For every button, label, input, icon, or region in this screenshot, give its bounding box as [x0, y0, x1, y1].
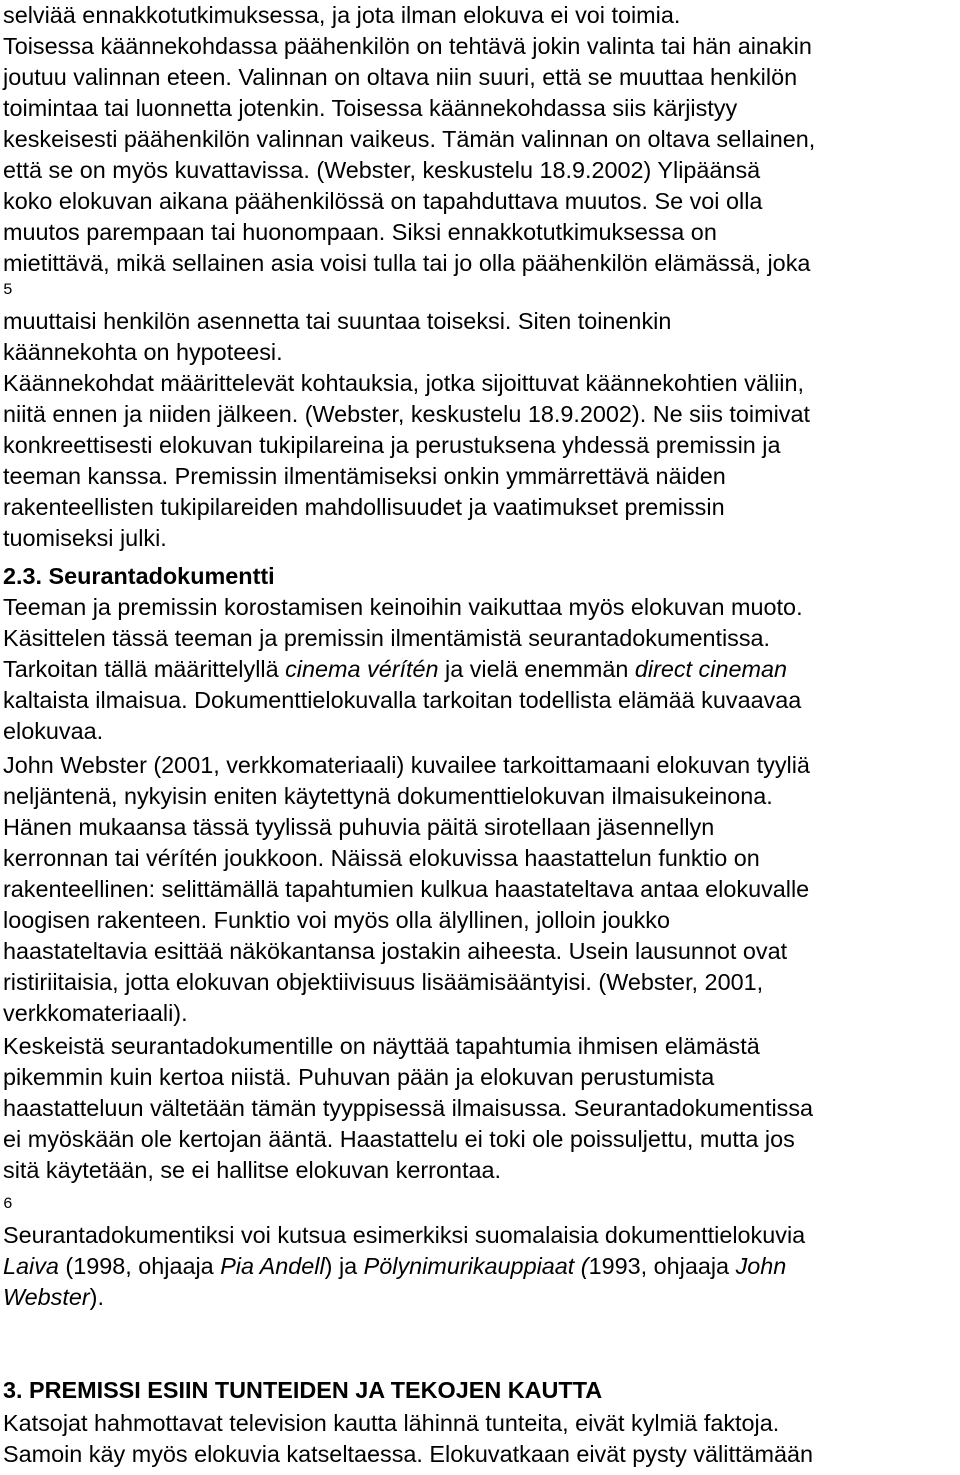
text-line: keskeisesti päähenkilön valinnan vaikeus. Tämän valinnan on oltava sellainen,: [3, 126, 816, 152]
text-line: mietittävä, mikä sellainen asia voisi tulla tai jo olla päähenkilön elämässä, joka: [3, 250, 811, 276]
text-line: kerronnan tai vérítén joukkoon. Näissä elokuvissa haastattelun funktio on: [3, 845, 760, 871]
text-line: Samoin käy myös elokuvia katseltaessa. Elokuvatkaan eivät pysty välittämään: [3, 1441, 813, 1467]
text-line: [3, 1251, 786, 1282]
text-line: ristiriitaisia, jotta elokuvan objektiivisuus lisäämisääntyisi. (Webster, 2001,: [3, 969, 764, 995]
text-line: selviää ennakkotutkimuksessa, ja jota ilman elokuva ei voi toimia.: [3, 2, 681, 28]
text-line: koko elokuvan aikana päähenkilössä on tapahduttava muutos. Se voi olla: [3, 188, 763, 214]
text-line: kaltaista ilmaisua. Dokumenttielokuvalla tarkoitan todellista elämää kuvaavaa: [3, 687, 802, 713]
italic-title: Pölynimurikauppiaat (: [363, 1253, 589, 1279]
text-line: haastateltavia esittää näkökantansa jostakin aiheesta. Usein lausunnot ovat: [3, 938, 788, 964]
text-line: niitä ennen ja niiden jälkeen. (Webster, keskustelu 18.9.2002). Ne siis toimivat: [3, 401, 810, 427]
text-line: muutos parempaan tai huonompaan. Siksi ennakkotutkimuksessa on: [3, 219, 717, 245]
italic-title: Laiva: [3, 1253, 59, 1279]
text-line: rakenteellinen: selittämällä tapahtumien kulkua haastateltava antaa elokuvalle: [3, 876, 810, 902]
italic-name: Webster: [3, 1284, 90, 1310]
text-span: (1998, ohjaaja: [65, 1253, 214, 1279]
section-heading: 2.3. Seurantadokumentti: [3, 563, 275, 589]
text-line: loogisen rakenteen. Funktio voi myös olla älyllinen, jolloin joukko: [3, 907, 670, 933]
page-number: 5: [3, 281, 13, 299]
text-line: ei myöskään ole kertojan ääntä. Haastattelu ei toki ole poissuljettu, mutta jos: [3, 1126, 795, 1152]
text-line: haastatteluun vältetään tämän tyyppisessä ilmaisussa. Seurantadokumentissa: [3, 1095, 814, 1121]
text-line: Hänen mukaansa tässä tyylissä puhuvia päitä sirotellaan jäsennellyn: [3, 814, 715, 840]
text-line: [3, 654, 787, 685]
italic-term: cinema vérítén: [285, 656, 439, 682]
text-line: Teeman ja premissin korostamisen keinoihin vaikuttaa myös elokuvan muoto.: [3, 594, 803, 620]
text-span: ) ja: [324, 1253, 358, 1279]
italic-name: John: [735, 1253, 787, 1279]
text-line: Keskeistä seurantadokumentille on näyttää tapahtumia ihmisen elämästä: [3, 1033, 760, 1059]
text-line: pikemmin kuin kertoa niistä. Puhuvan pään ja elokuvan perustumista: [3, 1064, 715, 1090]
text-line: Käännekohdat määrittelevät kohtauksia, jotka sijoittuvat käännekohtien väliin,: [3, 370, 804, 396]
text-span: ).: [89, 1284, 104, 1310]
text-line: neljäntenä, nykyisin eniten käytettynä dokumenttielokuvan ilmaisukeinona.: [3, 783, 773, 809]
text-line: käännekohta on hypoteesi.: [3, 339, 283, 365]
text-line: Käsittelen tässä teeman ja premissin ilmentämistä seurantadokumentissa.: [3, 625, 771, 651]
text-line: toimintaa tai luonnetta jotenkin. Toisessa käännekohdassa siis kärjistyy: [3, 95, 738, 121]
italic-term: direct cineman: [634, 656, 787, 682]
text-span: ja vielä enemmän: [445, 656, 629, 682]
italic-name: Pia Andell: [220, 1253, 325, 1279]
text-line: konkreettisesti elokuvan tukipilareina ja perustuksena yhdessä premissin ja: [3, 432, 781, 458]
text-line: muuttaisi henkilön asennetta tai suuntaa toiseksi. Siten toinenkin: [3, 308, 672, 334]
text-line: teeman kanssa. Premissin ilmentämiseksi onkin ymmärrettävä näiden: [3, 463, 726, 489]
section-heading: 3. PREMISSI ESIIN TUNTEIDEN JA TEKOJEN KAUTTA: [3, 1377, 603, 1403]
page-number: 6: [3, 1195, 13, 1213]
text-line: Toisessa käännekohdassa päähenkilön on tehtävä jokin valinta tai hän ainakin: [3, 33, 812, 59]
text-line: rakenteellisten tukipilareiden mahdollisuudet ja vaatimukset premissin: [3, 494, 725, 520]
text-line: elokuvaa.: [3, 718, 104, 744]
text-line: Seurantadokumentiksi voi kutsua esimerkiksi suomalaisia dokumenttielokuvia: [3, 1222, 806, 1248]
text-line: joutuu valinnan eteen. Valinnan on oltava niin suuri, että se muuttaa henkilön: [3, 64, 798, 90]
text-line: sitä käytetään, se ei hallitse elokuvan kerrontaa.: [3, 1157, 501, 1183]
text-span: Tarkoitan tällä määrittelyllä: [3, 656, 279, 682]
text-line: John Webster (2001, verkkomateriaali) kuvailee tarkoittamaani elokuvan tyyliä: [3, 752, 810, 778]
text-line: että se on myös kuvattavissa. (Webster, keskustelu 18.9.2002) Ylipäänsä: [3, 157, 761, 183]
text-line: verkkomateriaali).: [3, 1000, 188, 1026]
text-line: Katsojat hahmottavat television kautta lähinnä tunteita, eivät kylmiä faktoja.: [3, 1410, 780, 1436]
text-line: [3, 1282, 104, 1313]
text-line: tuomiseksi julki.: [3, 525, 167, 551]
text-span: 1993, ohjaaja: [588, 1253, 730, 1279]
